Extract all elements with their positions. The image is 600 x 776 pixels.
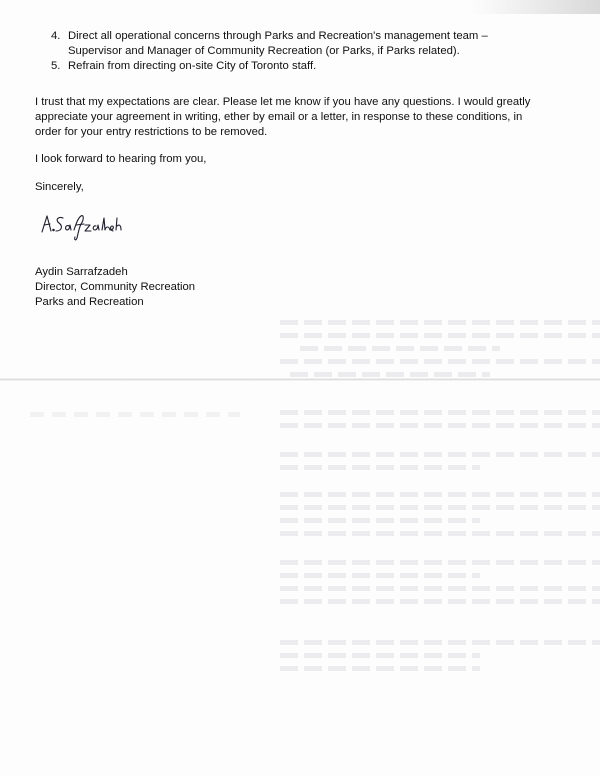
list-item — [51, 29, 575, 59]
signer-block — [35, 265, 575, 310]
list-item — [51, 59, 575, 74]
list-item-text: Refrain from directing on-site City of Toronto staff. — [68, 60, 317, 72]
numbered-list — [35, 29, 575, 74]
closing-remark — [35, 152, 575, 167]
valediction-text: Sincerely, — [35, 181, 84, 193]
handwritten-signature — [38, 208, 128, 242]
list-item-text-continued: Supervisor and Manager of Community Recreation (or Parks, if Parks related). — [68, 45, 460, 57]
paragraph-line: order for your entry restrictions to be removed. — [35, 126, 268, 138]
expectations-paragraph — [35, 95, 575, 140]
signer-name: Aydin Sarrafzadeh — [35, 266, 128, 278]
list-item-text: Direct all operational concerns through Parks and Recreation's management team – — [68, 30, 488, 42]
list-item-number: 5. — [51, 60, 61, 72]
paragraph-line: I trust that my expectations are clear. Please let me know if you have any questions. I would greatly — [35, 96, 531, 108]
list-item-number: 4. — [51, 30, 61, 42]
paragraph-line: appreciate your agreement in writing, ether by email or a letter, in response to these conditions, in — [35, 111, 523, 123]
signer-title: Director, Community Recreation — [35, 281, 196, 293]
page-fold-crease — [0, 378, 600, 381]
closing-remark-text: I look forward to hearing from you, — [35, 153, 207, 165]
page-corner-shadow — [470, 0, 600, 14]
signer-department: Parks and Recreation — [35, 296, 144, 308]
valediction — [35, 180, 575, 195]
